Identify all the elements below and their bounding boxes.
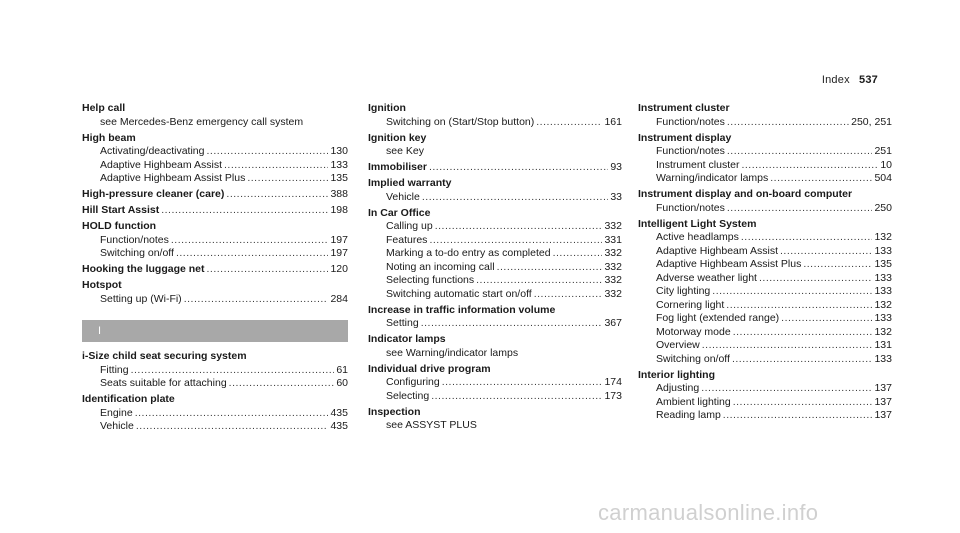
page-ref[interactable]: 197 [330,247,348,259]
sub-entry[interactable] [638,409,892,423]
leader-dots [733,326,873,340]
sub-entry[interactable] [368,390,622,404]
sub-entry[interactable] [82,159,348,173]
leader-dots [536,116,602,130]
page-ref[interactable]: 61 [336,363,348,376]
page-ref[interactable]: 133 [330,158,348,171]
leader-dots [206,145,328,159]
index-entry [368,363,622,404]
entry-heading: i-Size child seat securing system [82,350,247,362]
sub-entry[interactable] [638,245,892,259]
leader-dots [497,261,603,275]
leader-dots [476,274,602,288]
sub-entry[interactable] [638,353,892,367]
index-entry [638,218,892,367]
index-entry [82,204,348,218]
sub-entry[interactable] [638,285,892,299]
leader-dots [429,161,608,175]
index-entry [638,188,892,215]
entry-heading: Help call [82,102,126,114]
sub-entry[interactable] [638,339,892,353]
leader-dots [247,172,328,186]
sub-entry[interactable] [638,396,892,410]
leader-dots [226,188,328,202]
sub-entry-text: Instrument cluster [656,158,740,171]
index-entry [368,177,622,204]
index-entry [368,161,622,175]
page-ref[interactable]: 133 [874,271,892,284]
sub-entry-text: Function/notes [656,115,725,128]
sub-entry-text: Warning/indicator lamps [656,172,769,184]
cross-reference[interactable]: see ASSYST PLUS [386,419,477,431]
sub-entry-text: Adverse weather light [656,271,757,284]
index-column-1 [82,102,348,436]
leader-dots [803,258,872,272]
sub-entry[interactable] [82,172,348,186]
leader-dots [741,231,873,245]
page-ref[interactable]: 332 [604,274,622,286]
page-ref[interactable]: 161 [604,115,622,128]
sub-entry-text: Adaptive Highbeam Assist Plus [656,258,802,270]
page-ref[interactable]: 332 [604,220,622,232]
sub-entry[interactable] [368,247,622,261]
sub-entry-text: Adaptive Highbeam Assist [656,244,778,257]
page-ref[interactable]: 173 [604,389,622,402]
page-ref[interactable]: 332 [604,247,622,259]
index-entry [82,393,348,434]
page-ref[interactable]: 132 [874,298,892,311]
leader-dots [727,202,873,216]
sub-entry[interactable] [368,234,622,248]
index-entry [82,102,348,129]
section-letter: I [82,320,348,342]
leader-dots [741,159,878,173]
leader-dots [553,247,603,261]
sub-entry-text: Reading lamp [656,409,721,421]
entry-heading: High beam [82,131,136,144]
page-ref[interactable]: 120 [330,263,348,275]
leader-dots [712,285,872,299]
sub-entry[interactable] [638,272,892,286]
sub-entry-text: Switching on/off [656,352,730,365]
entry-heading: In Car Office [368,206,431,219]
leader-dots [176,247,329,261]
leader-dots [781,312,872,326]
sub-entry[interactable] [368,288,622,302]
entry-heading: Inspection [368,405,421,418]
sub-entry[interactable] [82,407,348,421]
sub-entry-text: Selecting [386,389,430,402]
leader-dots [429,234,602,248]
page-ref[interactable]: 367 [604,317,622,329]
index-entry [368,132,622,159]
sub-entry-text: Vehicle [386,190,420,203]
leader-dots [726,299,872,313]
page-ref[interactable]: 137 [874,382,892,394]
leader-dots [727,145,873,159]
index-entry [82,279,348,306]
sub-entry[interactable] [638,202,892,216]
index-column-3 [638,102,892,425]
header-label: Index [821,74,850,86]
page-ref[interactable]: 10 [880,158,892,171]
sub-entry[interactable] [638,116,892,130]
leader-dots [421,317,603,331]
page-ref[interactable]: 332 [604,287,622,300]
page-ref[interactable]: 132 [874,231,892,243]
sub-entry[interactable] [368,274,622,288]
sub-entry-text: Fitting [100,363,129,376]
sub-entry[interactable] [82,234,348,248]
entry-heading: Interior lighting [638,368,715,381]
entry-heading-row[interactable] [82,188,348,202]
entry-heading: Ignition key [368,131,427,144]
sub-entry-text: Engine [100,406,133,419]
entry-heading: Increase in traffic information volume [368,303,556,316]
entry-heading: Hill Start Assist [82,204,160,216]
page-ref[interactable]: 133 [874,244,892,257]
sub-entry-text: Selecting functions [386,274,475,286]
sub-entry-text: Function/notes [656,201,725,214]
page-number: 537 [859,74,878,86]
leader-dots [780,245,872,259]
entry-heading: Identification plate [82,393,175,405]
sub-entry-text: Fog light (extended range) [656,312,780,324]
sub-entry-text: Calling up [386,220,433,232]
entry-heading: Ignition [368,102,406,114]
page-ref[interactable]: 197 [330,233,348,246]
entry-heading: Intelligent Light System [638,217,757,230]
sub-entry-text: City lighting [656,285,711,297]
page-ref[interactable]: 250 [874,201,892,214]
leader-dots [732,353,873,367]
sub-entry[interactable] [638,159,892,173]
page-ref[interactable]: 137 [874,395,892,408]
sub-entry[interactable] [638,326,892,340]
leader-dots [224,159,328,173]
page-ref[interactable]: 435 [330,420,348,432]
index-column-2 [368,102,622,435]
page-ref[interactable]: 33 [610,190,622,203]
sub-entry-text: Setting [386,317,419,329]
sub-entry[interactable] [82,420,348,434]
cross-reference[interactable]: see Key [386,145,424,157]
index-entry [82,188,348,202]
sub-entry[interactable] [368,220,622,234]
page-ref[interactable]: 435 [330,406,348,419]
sub-entry-text: Marking a to-do entry as completed [386,247,551,259]
sub-entry-text: Vehicle [100,420,134,432]
page-ref[interactable]: 331 [604,233,622,246]
sub-entry[interactable] [82,145,348,159]
index-entry [638,132,892,186]
sub-entry-text: Adaptive Highbeam Assist [100,158,222,171]
leader-dots [723,409,873,423]
sub-entry[interactable] [82,247,348,261]
page-ref[interactable]: 504 [874,172,892,184]
sub-entry[interactable] [638,258,892,272]
entry-heading: HOLD function [82,220,157,232]
index-entry [82,220,348,261]
entry-heading: Implied warranty [368,177,452,189]
leader-dots [435,220,603,234]
entry-heading-row[interactable] [368,161,622,175]
leader-dots [135,407,329,421]
sub-entry-text: Overview [656,339,700,351]
entry-heading: Instrument cluster [638,102,730,114]
entry-heading-row[interactable] [82,263,348,277]
page-ref[interactable]: 93 [610,161,622,173]
page-ref[interactable]: 137 [874,409,892,421]
sub-entry-text: Adjusting [656,382,700,394]
leader-dots [701,382,872,396]
sub-entry[interactable] [82,364,348,378]
sub-entry-text: Function/notes [656,145,725,157]
sub-entry[interactable] [82,293,348,307]
page-ref[interactable]: 135 [330,172,348,184]
index-entry [82,132,348,186]
index-entry [368,102,622,129]
page-ref[interactable]: 131 [874,339,892,351]
sub-entry-text: Configuring [386,376,440,388]
index-entry [368,207,622,302]
sub-entry-text: Activating/deactivating [100,145,205,157]
leader-dots [171,234,329,248]
sub-entry-text: Seats suitable for attaching [100,377,227,389]
leader-dots [534,288,603,302]
entry-heading: Immobiliser [368,161,427,173]
entry-heading-row[interactable] [82,204,348,218]
sub-entry[interactable] [368,261,622,275]
leader-dots [431,390,602,404]
leader-dots [229,377,335,391]
leader-dots [770,172,872,186]
entry-heading: Hooking the luggage net [82,263,205,275]
page-ref[interactable]: 250, 251 [851,115,892,128]
leader-dots [184,293,329,307]
entry-heading: Instrument display and on-board computer [638,188,853,200]
page-ref[interactable]: 284 [330,292,348,305]
entry-heading: High-pressure cleaner (care) [82,188,225,200]
page-ref[interactable]: 388 [330,188,348,200]
page-ref[interactable]: 133 [874,312,892,324]
page-ref[interactable]: 132 [874,325,892,338]
sub-entry-text: Switching on/off [100,247,174,259]
leader-dots [702,339,873,353]
sub-entry[interactable] [368,376,622,390]
page-ref[interactable]: 135 [874,258,892,270]
leader-dots [759,272,872,286]
sub-entry[interactable] [638,312,892,326]
leader-dots [727,116,849,130]
page-ref[interactable]: 133 [874,285,892,297]
leader-dots [136,420,329,434]
page-ref[interactable]: 130 [330,145,348,157]
sub-entry[interactable] [638,231,892,245]
page-ref[interactable]: 332 [604,260,622,273]
page-ref[interactable]: 198 [330,204,348,216]
page-ref[interactable]: 60 [336,377,348,389]
sub-entry-text: Ambient lighting [656,395,731,408]
sub-entry-text: Noting an incoming call [386,260,495,273]
index-entry [82,350,348,391]
page-ref[interactable]: 174 [604,376,622,388]
sub-entry[interactable] [638,299,892,313]
leader-dots [131,364,335,378]
sub-entry-text: Motorway mode [656,325,731,338]
entry-heading: Hotspot [82,279,122,291]
sub-entry[interactable] [638,382,892,396]
cross-reference[interactable]: see Warning/indicator lamps [386,346,519,359]
page-ref[interactable]: 133 [874,352,892,365]
sub-entry[interactable] [368,191,622,205]
sub-entry-text: Setting up (Wi-Fi) [100,292,182,305]
watermark: carmanualsonline.info [598,500,819,525]
entry-heading: Indicator lamps [368,333,446,345]
page-header [822,74,878,86]
sub-entry-text: Function/notes [100,233,169,246]
leader-dots [161,204,328,218]
index-entry [638,369,892,423]
leader-dots [733,396,873,410]
entry-heading: Instrument display [638,131,732,144]
leader-dots [422,191,608,205]
index-entry [368,333,622,360]
sub-entry[interactable] [82,377,348,391]
sub-entry[interactable] [638,172,892,186]
index-entry [368,304,622,331]
sub-entry-text: Switching automatic start on/off [386,287,532,300]
entry-heading: Individual drive program [368,362,491,375]
sub-entry-text: Features [386,233,428,246]
sub-entry[interactable] [368,317,622,331]
sub-entry[interactable] [368,116,622,130]
sub-entry-text: Active headlamps [656,231,739,243]
sub-entry-text: Cornering light [656,298,725,311]
page-ref[interactable]: 251 [874,145,892,157]
index-entry [638,102,892,129]
sub-entry[interactable] [638,145,892,159]
index-entry [82,263,348,277]
leader-dots [442,376,603,390]
index-entry [368,406,622,433]
sub-entry-text: Switching on (Start/Stop button) [386,115,535,128]
cross-reference[interactable]: see Mercedes-Benz emergency call system [100,115,304,128]
leader-dots [207,263,329,277]
sub-entry-text: Adaptive Highbeam Assist Plus [100,172,246,184]
